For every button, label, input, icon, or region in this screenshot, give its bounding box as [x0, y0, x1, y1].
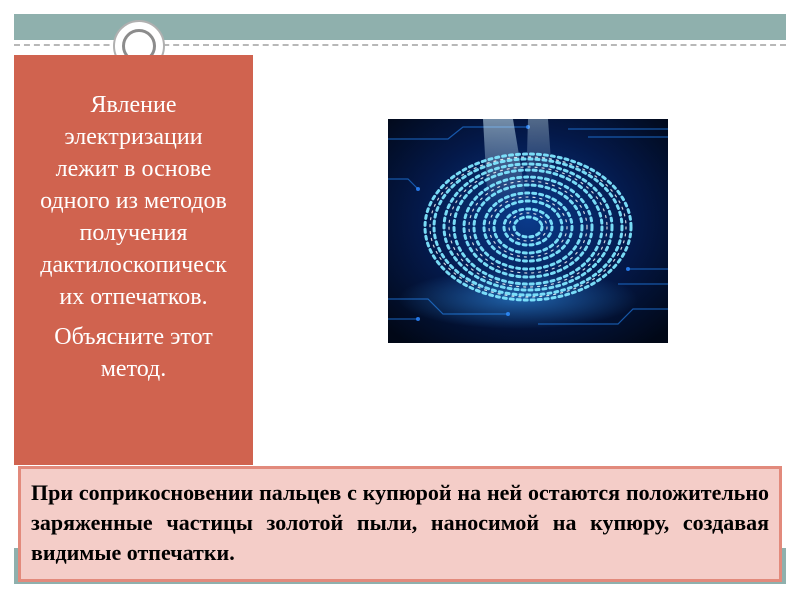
statement-line: Явление — [90, 92, 177, 118]
statement-text — [28, 89, 239, 313]
statement-line: дактилоскопическ — [40, 252, 227, 278]
answer-box — [18, 466, 782, 582]
question-line: Объясните этот — [54, 324, 213, 350]
statement-line: их отпечатков. — [59, 284, 208, 310]
fingerprint-image — [388, 119, 668, 343]
statement-line: одного из методов — [40, 188, 227, 214]
statement-line: электризации — [64, 124, 203, 150]
statement-line: получения — [79, 220, 188, 246]
left-text-panel — [14, 55, 253, 465]
answer-text: При соприкосновении пальцев с купюрой на ней остаются положительно заряженные частицы золотой пыли, наносимой на купюру, создавая видимые отпечатки. — [31, 480, 769, 565]
question-line: метод. — [100, 356, 167, 382]
statement-line: лежит в основе — [55, 156, 212, 182]
question-text — [28, 321, 239, 385]
fingerprint-icon — [388, 119, 668, 343]
